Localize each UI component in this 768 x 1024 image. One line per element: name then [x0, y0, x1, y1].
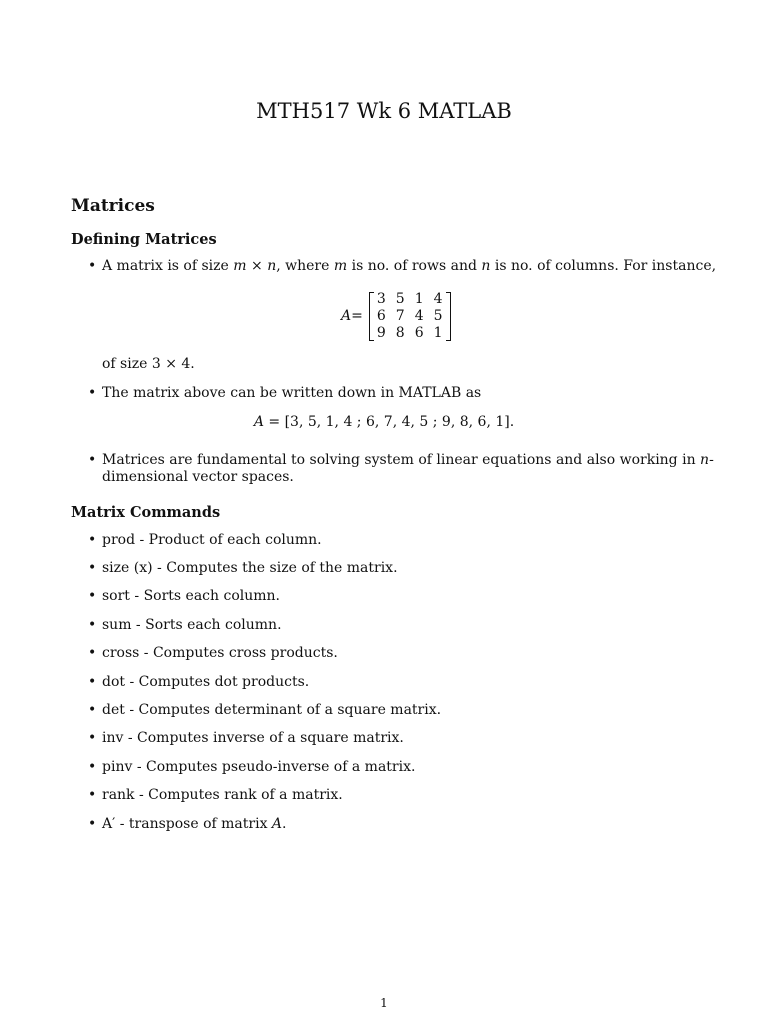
- matlab-matrix-expression: [0, 414, 768, 431]
- matrix-cell: 6: [376, 307, 386, 324]
- math-var: n: [481, 258, 491, 274]
- matrix-cell: 4: [433, 290, 443, 307]
- matrix-brackets: [369, 291, 451, 342]
- bullet-marker: •: [88, 385, 97, 401]
- bullet-marker: •: [88, 759, 97, 775]
- bullet-marker: •: [88, 645, 97, 661]
- math-var: n: [700, 452, 710, 468]
- matrix-cell: 4: [414, 307, 424, 324]
- matrix-cell: 8: [395, 324, 405, 341]
- matrix-cell: 7: [395, 307, 405, 324]
- matrix-table: [375, 291, 445, 342]
- bullet-matrix-size: [102, 258, 716, 275]
- bullet-marker: •: [88, 787, 97, 803]
- matrix-cell: 1: [433, 324, 443, 341]
- bullet-marker: •: [88, 560, 97, 576]
- command-item: det - Computes determinant of a square matrix.: [102, 702, 442, 718]
- text-run: , where: [276, 258, 334, 274]
- matrix-cell: 5: [433, 307, 443, 324]
- text-run: Matrices are fundamental to solving system of linear equations and also working in: [102, 452, 701, 468]
- equals-sign: =: [351, 308, 363, 324]
- command-item: dot - Computes dot products.: [102, 674, 310, 690]
- math-var: A: [253, 414, 264, 430]
- matrix-cell: 3: [376, 290, 386, 307]
- text-run: A matrix is of size: [102, 258, 234, 274]
- bullet-marker: •: [88, 258, 97, 274]
- text-run: = [3, 5, 1, 4 ; 6, 7, 4, 5 ; 9, 8, 6, 1].: [263, 414, 515, 430]
- math-var: A: [271, 816, 283, 832]
- matrix-row: [375, 291, 445, 308]
- text-run: A′ - transpose of matrix: [102, 816, 272, 832]
- command-item: size (x) - Computes the size of the matrix.: [102, 560, 398, 576]
- bullet-marker: •: [88, 702, 97, 718]
- text-run: -dimensional vector spaces.: [102, 452, 714, 485]
- command-item: prod - Product of each column.: [102, 532, 322, 548]
- math-var: A: [341, 308, 352, 324]
- text-run: is no. of columns. For instance,: [490, 258, 717, 274]
- bullet-marker: •: [88, 452, 97, 468]
- math-var: n: [267, 258, 277, 274]
- text-run: is no. of rows and: [347, 258, 482, 274]
- bullet-marker: •: [88, 588, 97, 604]
- math-var: m: [233, 258, 247, 274]
- command-item: cross - Computes cross products.: [102, 645, 338, 661]
- command-item-transpose: [102, 816, 287, 833]
- matrix-equation: [341, 288, 451, 344]
- bullet-matrices-fundamental: [102, 452, 722, 486]
- bullet-marker: •: [88, 617, 97, 633]
- bullet-marker: •: [88, 532, 97, 548]
- bullet-marker: •: [88, 816, 97, 832]
- bullet-matlab-syntax: The matrix above can be written down in MATLAB as: [102, 385, 482, 401]
- matrix-cell: 6: [414, 324, 424, 341]
- subsection-heading-matrix-commands: Matrix Commands: [71, 504, 221, 521]
- section-heading-matrices: Matrices: [71, 196, 155, 216]
- matrix-cell: 1: [414, 290, 424, 307]
- command-item: pinv - Computes pseudo-inverse of a matrix.: [102, 759, 416, 775]
- command-item: sort - Sorts each column.: [102, 588, 280, 604]
- text-run: ×: [246, 258, 268, 274]
- subsection-heading-defining-matrices: Defining Matrices: [71, 231, 217, 248]
- matrix-row: [375, 325, 445, 342]
- matrix-cell: 9: [376, 324, 386, 341]
- page-title: MTH517 Wk 6 MATLAB: [256, 99, 512, 123]
- bullet-marker: •: [88, 730, 97, 746]
- command-item: inv - Computes inverse of a square matrix.: [102, 730, 404, 746]
- matrix-size-text: of size 3 × 4.: [102, 356, 195, 372]
- bullet-marker: •: [88, 674, 97, 690]
- command-item: sum - Sorts each column.: [102, 617, 282, 633]
- matrix-cell: 5: [395, 290, 405, 307]
- page-number: 1: [380, 996, 388, 1010]
- matrix-row: [375, 308, 445, 325]
- command-item: rank - Computes rank of a matrix.: [102, 787, 343, 803]
- math-var: m: [333, 258, 348, 274]
- text-run: .: [282, 816, 287, 832]
